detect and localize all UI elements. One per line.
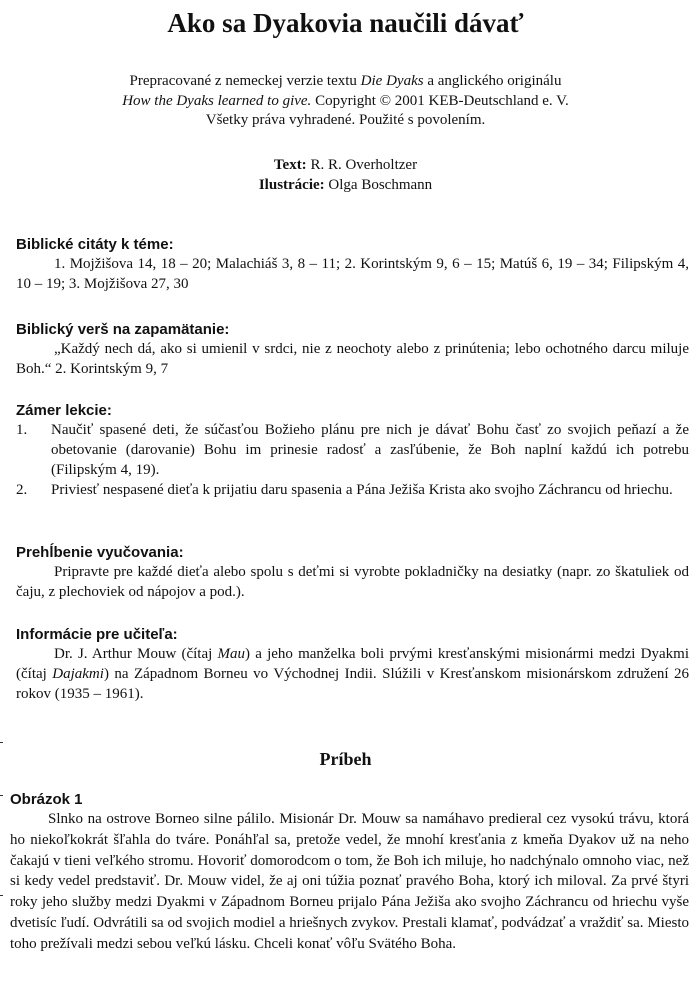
story-title: Príbeh	[319, 749, 372, 769]
copyright-text: Copyright © 2001 KEB-Deutschland e. V.	[311, 92, 569, 109]
list-item-number: 2.	[16, 482, 28, 498]
source-note-text: a anglického originálu	[423, 73, 562, 89]
margin-mark	[0, 795, 3, 796]
bible-references-text: 1. Mojžišova 14, 18 – 20; Malachiáš 3, 8 – 11; 2. Korintským 9, 6 – 15; Matúš 6, 19 – 34; Filipským 4, 10 – 19; 3. Mojžišova 27, 30	[16, 256, 689, 292]
story-text: Slnko na ostrove Borneo silne pálilo. Misionár Dr. Mouw sa namáhavo predieral cez vysokú trávu, ktorá ho niekoľkokrát šľahla do tváre. Ponáhľal sa, pretože vedel, že mnohí kresťania z kmeňa Dyakov už na neho čakajú v tieni veľkého stromu. Hovoriť domorodcom o tom, že Boh ich miluje, ho nadchýnalo omnoho viac, než si kedy vedel predstaviť. Dr. Mouw videl, že aj oni túžia poznať pravého Boha, ktorý ich miloval. Za prvé štyri roky jeho služby medzi Dyakmi v Západnom Borneu prijalo Pána Ježiša ako svojho Záchrancu od hriechu vyše dvetisíc ľudí. Odvrátili sa od svojich modiel a hriešnych zvykov. Prestali klamať, podvádzať a vraždiť sa. Miesto toho prežívali medzi sebou veľkú lásku. Chceli konať vôľu Svätého Boha.	[10, 811, 689, 952]
lesson-aim-section	[16, 401, 689, 500]
list-item-text: Priviesť nespasené dieťa k prijatiu daru spasenia a Pána Ježiša Krista ako svojho Záchrancu od hriechu.	[51, 482, 673, 498]
memory-verse-heading: Biblický verš na zapamätanie:	[16, 321, 230, 338]
memory-verse-section	[16, 320, 689, 379]
source-note-text: Prepracované z nemeckej verzie textu	[129, 73, 361, 89]
deepening-text: Pripravte pre každé dieťa alebo spolu s deťmi si vyrobte pokladničky na desiatky (napr. zo škatuliek od čaju, z plechoviek od nápojov a pod.).	[16, 564, 689, 600]
teacher-info-part: Dr. J. Arthur Mouw (čítaj	[54, 646, 218, 662]
teacher-info-part: ) na Západnom Borneu vo Východnej Indii. Slúžili v Kresťanskom misionárskom združení 26 rokov (1935 – 1961).	[16, 666, 689, 702]
page-title: Ako sa Dyakovia naučili dávať	[167, 8, 524, 38]
list-item-number: 1.	[16, 422, 28, 438]
source-note	[20, 72, 671, 131]
teacher-info-part: ) a jeho manželka boli prvými kresťanskými misionármi medzi Dyakmi (čítaj	[16, 646, 689, 682]
illustrations-label: Ilustrácie:	[258, 176, 325, 193]
memory-verse-text: „Každý nech dá, ako si umienil v srdci, nie z neochoty alebo z prinútenia; lebo ochotného darcu miluje Boh.“ 2. Korintským 9, 7	[16, 341, 689, 377]
deepening-heading: Prehĺbenie vyučovania:	[16, 544, 184, 561]
teacher-info-section	[16, 625, 689, 704]
teacher-info-text	[16, 644, 689, 704]
lesson-aim-list	[16, 420, 689, 500]
source-german-title: Die Dyaks	[360, 73, 424, 89]
margin-mark	[0, 742, 3, 743]
pronunciation-mau: Mau	[217, 646, 246, 662]
text-label: Text:	[273, 157, 307, 173]
lesson-aim-heading: Zámer lekcie:	[16, 402, 112, 419]
bible-references-heading: Biblické citáty k téme:	[16, 236, 174, 253]
author-name: R. R. Overholtzer	[306, 157, 418, 173]
list-item	[16, 420, 689, 480]
pronunciation-dajakmi: Dajakmi	[52, 666, 104, 682]
bible-references-section	[16, 235, 689, 294]
list-item	[16, 480, 689, 500]
list-item-text: Naučiť spasené deti, že súčasťou Božieho plánu pre nich je dávať Bohu časť zo svojich peňazí a že obetovanie (darovanie) Bohu im prinesie radosť a zasľúbenie, že Boh naplní každú ich potrebu (Filipským 4, 19).	[51, 422, 689, 478]
picture-heading: Obrázok 1	[10, 791, 83, 808]
illustrator-name: Olga Boschmann	[324, 176, 433, 193]
teacher-info-heading: Informácie pre učiteľa:	[16, 626, 178, 643]
rights-text: Všetky práva vyhradené. Použité s povolením.	[205, 112, 486, 128]
story-section	[10, 790, 689, 955]
source-english-title: How the Dyaks learned to give.	[122, 92, 312, 109]
margin-mark	[0, 895, 3, 896]
deepening-section	[16, 543, 689, 602]
credits	[20, 156, 671, 195]
